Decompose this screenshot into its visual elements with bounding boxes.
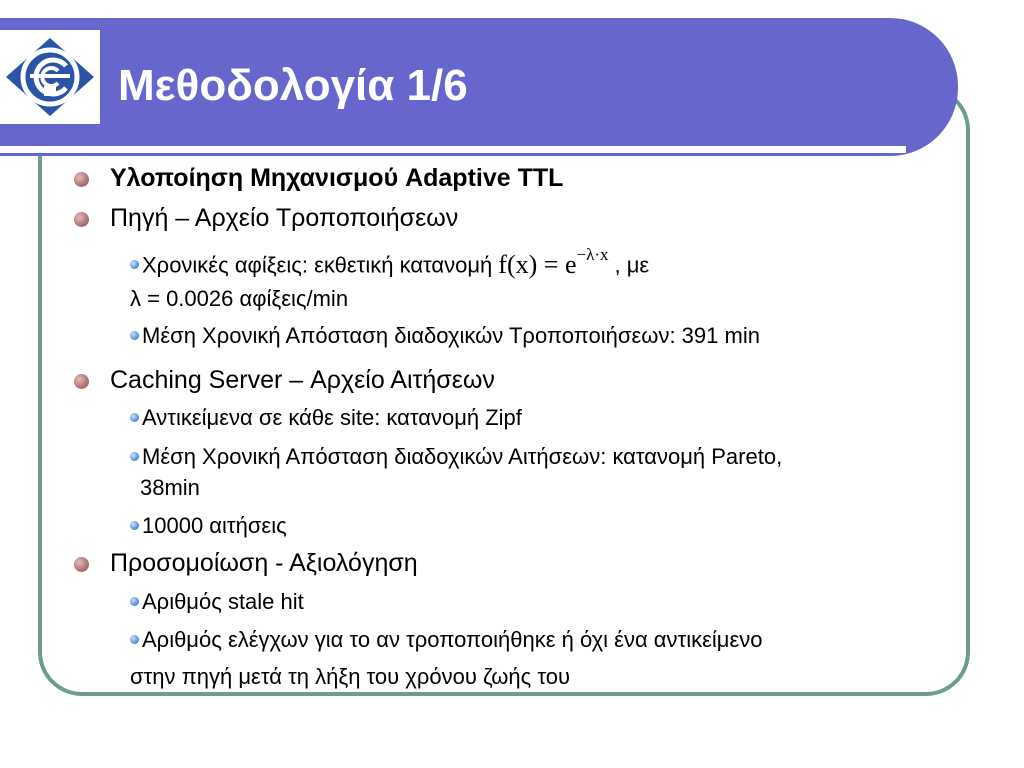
formula-base: e xyxy=(564,249,577,279)
sub-bullet-marker xyxy=(130,635,139,644)
sub-bullet-mean-mod-interval xyxy=(130,322,760,349)
bullet-source-file: Πηγή – Αρχείο Τροποποιήσεων xyxy=(110,204,459,232)
sub-bullet-marker xyxy=(130,452,139,461)
formula-exponent: −λ·x xyxy=(576,245,609,264)
stale-hit-text: Αριθμός stale hit xyxy=(142,589,304,614)
sub-bullet-zipf xyxy=(130,404,522,431)
lambda-line: λ = 0.0026 αφίξεις/min xyxy=(130,286,349,311)
bullet-caching-server: Caching Server – Αρχείο Αιτήσεων xyxy=(110,366,495,394)
title-bar xyxy=(0,18,958,156)
organization-logo-icon xyxy=(0,30,100,124)
pareto-continuation: 38min xyxy=(140,475,200,500)
logo xyxy=(0,30,100,124)
bullet-adaptive-ttl: Υλοποίηση Μηχανισμού Adaptive TTL xyxy=(110,164,564,192)
sub-bullet-marker xyxy=(130,597,139,606)
formula-lhs: f(x) xyxy=(498,249,538,279)
bullet-simulation: Προσομοίωση - Αξιολόγηση xyxy=(110,549,418,577)
arrivals-text: Χρονικές αφίξεις: εκθετική κατανομή xyxy=(142,252,493,278)
sub-bullet-checks xyxy=(130,626,763,653)
sub-bullet-marker xyxy=(130,521,139,530)
sub-bullet-marker xyxy=(130,260,139,269)
formula-equals: = xyxy=(543,249,559,279)
bullet-marker xyxy=(74,374,89,389)
sub-bullet-pareto xyxy=(130,443,782,470)
title-underline xyxy=(0,146,906,153)
bullet-marker xyxy=(74,557,89,572)
sub-bullet-marker xyxy=(130,331,139,340)
sub-bullet-marker xyxy=(130,413,139,422)
arrivals-suffix: , με xyxy=(614,252,650,278)
checks-continuation: στην πηγή μετά τη λήξη του χρόνου ζωής του xyxy=(130,664,570,689)
mean-mod-interval-text: Μέση Χρονική Απόσταση διαδοχικών Τροποποιήσεων: 391 min xyxy=(142,323,760,348)
pareto-text: Μέση Χρονική Απόσταση διαδοχικών Αιτήσεων: κατανομή Pareto, xyxy=(142,444,783,469)
bullet-marker xyxy=(74,212,89,227)
zipf-text: Αντικείμενα σε κάθε site: κατανομή Zipf xyxy=(142,405,522,430)
sub-bullet-stale-hit xyxy=(130,588,304,615)
bullet-marker xyxy=(74,172,89,187)
sub-bullet-requests xyxy=(130,512,287,539)
checks-text: Αριθμός ελέγχων για το αν τροποποιήθηκε ή όχι ένα αντικείμενο xyxy=(142,627,763,652)
requests-text: 10000 αιτήσεις xyxy=(142,513,287,538)
exponential-formula xyxy=(498,245,609,279)
slide-title: Μεθοδολογία 1/6 xyxy=(118,61,468,110)
sub-bullet-arrivals xyxy=(130,244,649,279)
